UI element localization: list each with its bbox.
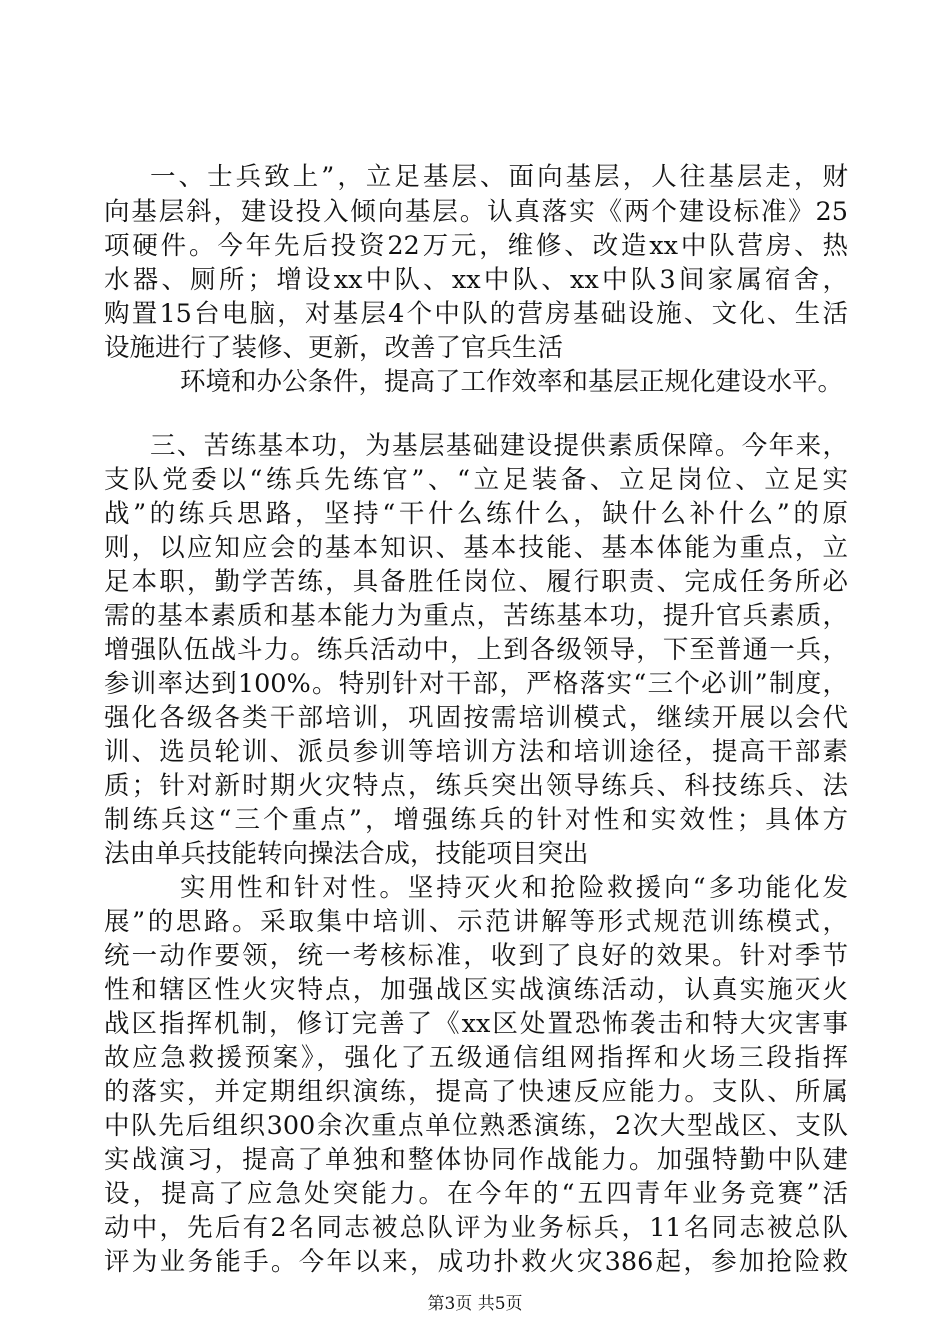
body-text-line: 足本职，勤学苦练，具备胜任岗位、履行职责、完成任务所必 (104, 567, 848, 597)
body-text-line: 训、选员轮训、派员参训等培训方法和培训途径，提高干部素 (104, 737, 848, 767)
body-text-line: 展”的思路。采取集中培训、示范讲解等形式规范训练模式， (104, 907, 848, 937)
body-text-line: 动中，先后有2名同志被总队评为业务标兵，11名同志被总队 (104, 1213, 848, 1243)
body-text-line: 支队党委以“练兵先练官”、“立足装备、立足岗位、立足实 (104, 465, 848, 495)
body-text-line: 实用性和针对性。坚持灭火和抢险救援向“多功能化发 (180, 873, 848, 903)
body-text-line: 战区指挥机制，修订完善了《xx区处置恐怖袭击和特大灾害事 (104, 1009, 848, 1039)
body-text-line: 向基层斜，建设投入倾向基层。认真落实《两个建设标准》25 (104, 197, 848, 227)
body-text-line: 制练兵这“三个重点”，增强练兵的针对性和实效性；具体方 (104, 805, 848, 835)
body-text-line: 质；针对新时期火灾特点，练兵突出领导练兵、科技练兵、法 (104, 771, 848, 801)
body-text-line: 设施进行了装修、更新，改善了官兵生活 (104, 333, 564, 363)
body-text-line: 评为业务能手。今年以来，成功扑救火灾386起，参加抢险救 (104, 1247, 848, 1277)
body-text-line: 中队先后组织300余次重点单位熟悉演练，2次大型战区、支队 (104, 1111, 848, 1141)
body-text-line: 则，以应知应会的基本知识、基本技能、基本体能为重点，立 (104, 533, 848, 563)
body-text-line: 的落实，并定期组织演练，提高了快速反应能力。支队、所属 (104, 1077, 848, 1107)
body-text-line: 设，提高了应急处突能力。在今年的“五四青年业务竞赛”活 (104, 1179, 848, 1209)
body-text-line: 战”的练兵思路，坚持“干什么练什么，缺什么补什么”的原 (104, 499, 848, 529)
body-text-line: 三、苦练基本功，为基层基础建设提供素质保障。今年来， (150, 431, 848, 461)
body-text-line: 性和辖区性火灾特点，加强战区实战演练活动，认真实施灭火 (104, 975, 848, 1005)
body-text-line: 增强队伍战斗力。练兵活动中，上到各级领导，下至普通一兵， (104, 635, 848, 665)
body-text-line: 故应急救援预案》，强化了五级通信组网指挥和火场三段指挥 (104, 1043, 848, 1073)
body-text-line: 需的基本素质和基本能力为重点，苦练基本功，提升官兵素质， (104, 601, 848, 631)
body-text-line: 参训率达到100%。特别针对干部，严格落实“三个必训”制度， (104, 669, 848, 699)
body-text-line: 水器、厕所；增设xx中队、xx中队、xx中队3间家属宿舍， (104, 265, 848, 295)
body-text-line: 强化各级各类干部培训，巩固按需培训模式，继续开展以会代 (104, 703, 848, 733)
body-text-line: 购置15台电脑，对基层4个中队的营房基础设施、文化、生活 (104, 299, 848, 329)
page-number-label: 第3页 共5页 (427, 1294, 523, 1314)
body-text-line: 实战演习，提高了单独和整体协同作战能力。加强特勤中队建 (104, 1145, 848, 1175)
body-text-line: 环境和办公条件，提高了工作效率和基层正规化建设水平。 (180, 367, 844, 397)
page-footer (0, 1293, 950, 1315)
body-text-line: 统一动作要领，统一考核标准，收到了良好的效果。针对季节 (104, 941, 848, 971)
body-text-line: 一、士兵致上”，立足基层、面向基层，人往基层走，财 (150, 162, 848, 192)
body-text-line: 法由单兵技能转向操法合成，技能项目突出 (104, 839, 589, 869)
body-text-line: 项硬件。今年先后投资22万元，维修、改造xx中队营房、热 (104, 231, 848, 261)
